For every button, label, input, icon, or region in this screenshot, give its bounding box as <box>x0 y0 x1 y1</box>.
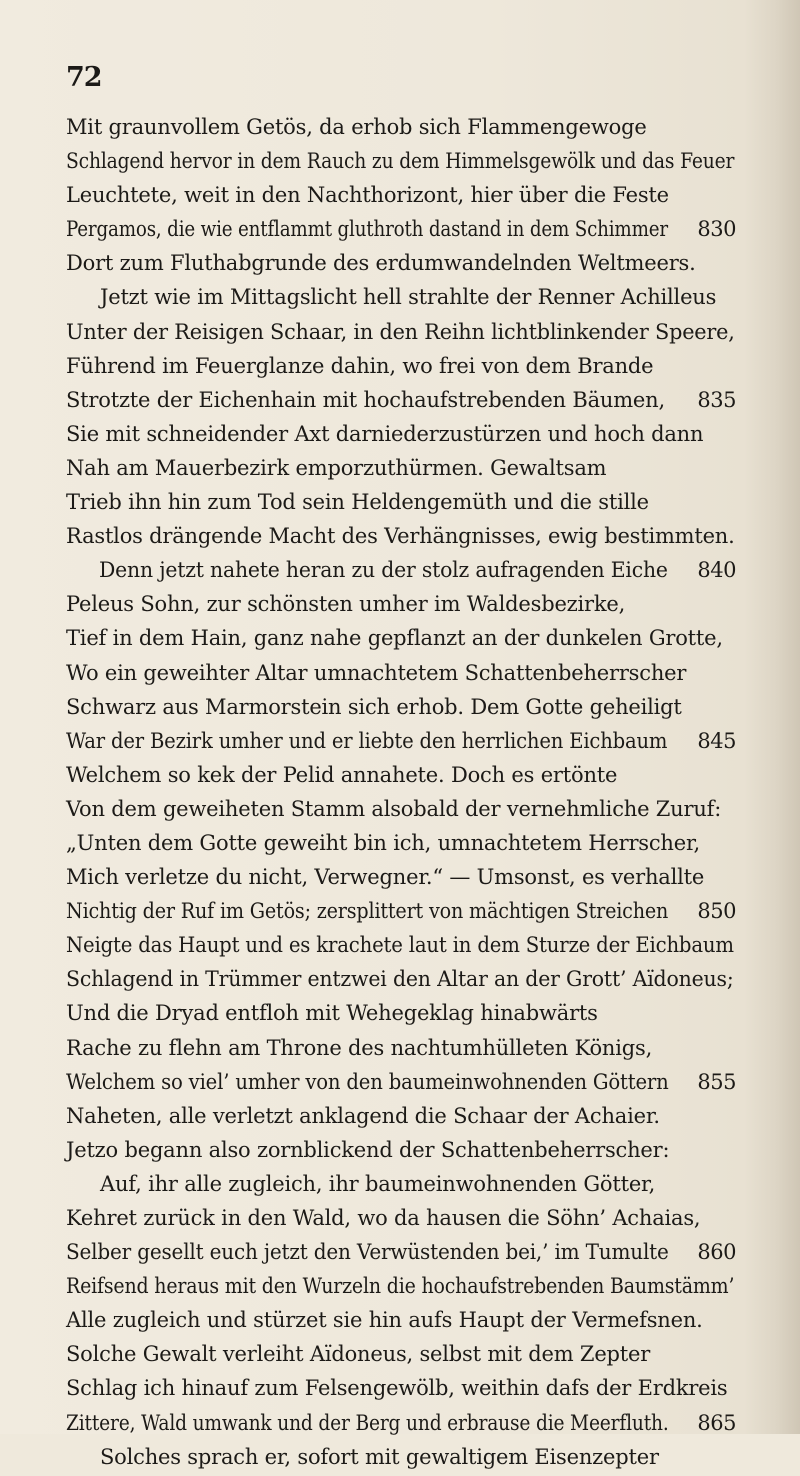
verse-text: Rastlos drängende Macht des Verhängnisses, ewig bestimmten. <box>66 524 735 549</box>
verse-text: Sie mit schneidender Axt darniederzustürzen und hoch dann <box>66 421 704 446</box>
verse-line <box>66 962 736 996</box>
verse-text: Und die Dryad entfloh mit Wehegeklag hinabwärts <box>66 1001 598 1026</box>
verse-text: Solche Gewalt verleiht Aïdoneus, selbst mit dem Zepter <box>66 1342 651 1367</box>
line-number: 860 <box>697 1240 736 1265</box>
line-number: 830 <box>697 217 736 242</box>
verse-text: Schlagend in Trümmer entzwei den Altar an der Grott’ Aïdoneus; <box>66 967 734 992</box>
verse-line <box>66 110 736 144</box>
verse-line <box>66 553 736 587</box>
verse-text: Trieb ihn hin zum Tod sein Heldengemüth und die stille <box>66 490 649 515</box>
verse-text: Von dem geweiheten Stamm alsobald der vernehmliche Zuruf: <box>66 796 722 821</box>
verse-line <box>66 144 736 178</box>
verse-line <box>66 1167 736 1201</box>
verse-line <box>66 758 736 792</box>
verse-text: Solches sprach er, sofort mit gewaltigem Eisenzepter <box>100 1444 659 1469</box>
verse-line <box>66 656 736 690</box>
verse-text: Pergamos, die wie entflammt gluthroth dastand in dem Schimmer <box>66 217 668 242</box>
verse-line <box>66 928 736 962</box>
verse-line <box>66 1031 736 1065</box>
verse-text: Jetzt wie im Mittagslicht hell strahlte der Renner Achilleus <box>100 285 717 310</box>
verse-line <box>66 1099 736 1133</box>
verse-text: Nichtig der Ruf im Getös; zersplittert von mächtigen Streichen <box>66 899 669 924</box>
verse-text: War der Bezirk umher und er liebte den herrlichen Eichbaum <box>66 728 668 753</box>
verse-text: Neigte das Haupt und es krachete laut in dem Sturze der Eichbaum <box>66 933 734 958</box>
verse-text: Wo ein geweihter Altar umnachtetem Schattenbeherrscher <box>66 660 687 685</box>
verse-line <box>66 1235 736 1269</box>
verse-text: Mich verletze du nicht, Verwegner.“ — Umsonst, es verhallte <box>66 865 705 890</box>
verse-line <box>66 383 736 417</box>
verse-line <box>66 1406 736 1440</box>
verse-line <box>66 1303 736 1337</box>
verse-text: Schlagend hervor in dem Rauch zu dem Himmelsgewölk und das Feuer <box>66 149 735 174</box>
verse-line <box>66 280 736 314</box>
verse-line <box>66 178 736 212</box>
verse-text: Schwarz aus Marmorstein sich erhob. Dem Gotte geheiligt <box>66 694 682 719</box>
verse-line <box>66 1201 736 1235</box>
verse-line <box>66 894 736 928</box>
verse-text: Alle zugleich und stürzet sie hin aufs Haupt der Vermefsnen. <box>66 1308 703 1333</box>
verse-text: Tief in dem Hain, ganz nahe gepflanzt an der dunkelen Grotte, <box>66 626 723 651</box>
verse-line <box>66 212 736 246</box>
verse-text: Jetzo begann also zornblickend der Schattenbeherrscher: <box>66 1137 670 1162</box>
verse-text: Rache zu flehn am Throne des nachtumhülleten Königs, <box>66 1035 653 1060</box>
verse-text: Naheten, alle verletzt anklagend die Schaar der Achaier. <box>66 1103 660 1128</box>
verse-line <box>66 246 736 280</box>
verse-line <box>66 451 736 485</box>
page-number: 72 <box>66 62 102 93</box>
verse-text: Schlag ich hinauf zum Felsengewölb, weithin dafs der Erdkreis <box>66 1376 728 1401</box>
verse-text: „Unten dem Gotte geweiht bin ich, umnachtetem Herrscher, <box>66 830 700 855</box>
verse-text: Auf, ihr alle zugleich, ihr baumeinwohnenden Götter, <box>100 1171 656 1196</box>
verse-line <box>66 621 736 655</box>
line-number: 855 <box>697 1069 736 1094</box>
verse-line <box>66 1065 736 1099</box>
verse-line <box>66 1337 736 1371</box>
line-number: 840 <box>697 558 736 583</box>
verse-line <box>66 724 736 758</box>
verse-line <box>66 485 736 519</box>
verse-text: Führend im Feuerglanze dahin, wo frei von dem Brande <box>66 353 654 378</box>
verse-line <box>66 315 736 349</box>
verse-text: Denn jetzt nahete heran zu der stolz aufragenden Eiche <box>99 558 668 583</box>
verse-text: Reifsend heraus mit den Wurzeln die hochaufstrebenden Baumstämm’ <box>66 1274 735 1299</box>
verse-line <box>66 1269 736 1303</box>
verse-text: Unter der Reisigen Schaar, in den Reihn lichtblinkender Speere, <box>66 319 735 344</box>
verse-text: Leuchtete, weit in den Nachthorizont, hier über die Feste <box>66 183 669 208</box>
verse-line <box>66 349 736 383</box>
verse-line <box>66 792 736 826</box>
line-number: 850 <box>697 899 736 924</box>
verse-text: Welchem so viel’ umher von den baumeinwohnenden Göttern <box>66 1069 669 1094</box>
verse-text: Peleus Sohn, zur schönsten umher im Waldesbezirke, <box>66 592 626 617</box>
verse-text: Selber gesellt euch jetzt den Verwüstenden bei,’ im Tumulte <box>66 1240 669 1265</box>
verse-line <box>66 587 736 621</box>
verse-line <box>66 860 736 894</box>
verse-line <box>66 1133 736 1167</box>
verse-line <box>66 519 736 553</box>
verse-text: Dort zum Fluthabgrunde des erdumwandelnden Weltmeers. <box>66 251 696 276</box>
verse-line <box>66 996 736 1030</box>
verse-text: Zittere, Wald umwank und der Berg und erbrause die Meerfluth. <box>66 1410 669 1435</box>
verse-text: Kehret zurück in den Wald, wo da hausen die Söhn’ Achaias, <box>66 1206 701 1230</box>
line-number: 845 <box>697 728 736 753</box>
line-number: 835 <box>697 387 736 412</box>
verse-text: Strotzte der Eichenhain mit hochaufstrebenden Bäumen, <box>66 387 665 412</box>
verse-line <box>66 1371 736 1405</box>
verse-line <box>66 826 736 860</box>
verse-line <box>66 417 736 451</box>
verse-lines <box>66 110 736 1474</box>
verse-text: Mit graunvollem Getös, da erhob sich Flammengewoge <box>66 115 647 139</box>
verse-text: Nah am Mauerbezirk emporzuthürmen. Gewaltsam <box>66 455 607 480</box>
verse-line <box>66 1440 736 1474</box>
verse-line <box>66 690 736 724</box>
line-number: 865 <box>697 1410 736 1435</box>
verse-text: Welchem so kek der Pelid annahete. Doch es ertönte <box>66 762 618 787</box>
